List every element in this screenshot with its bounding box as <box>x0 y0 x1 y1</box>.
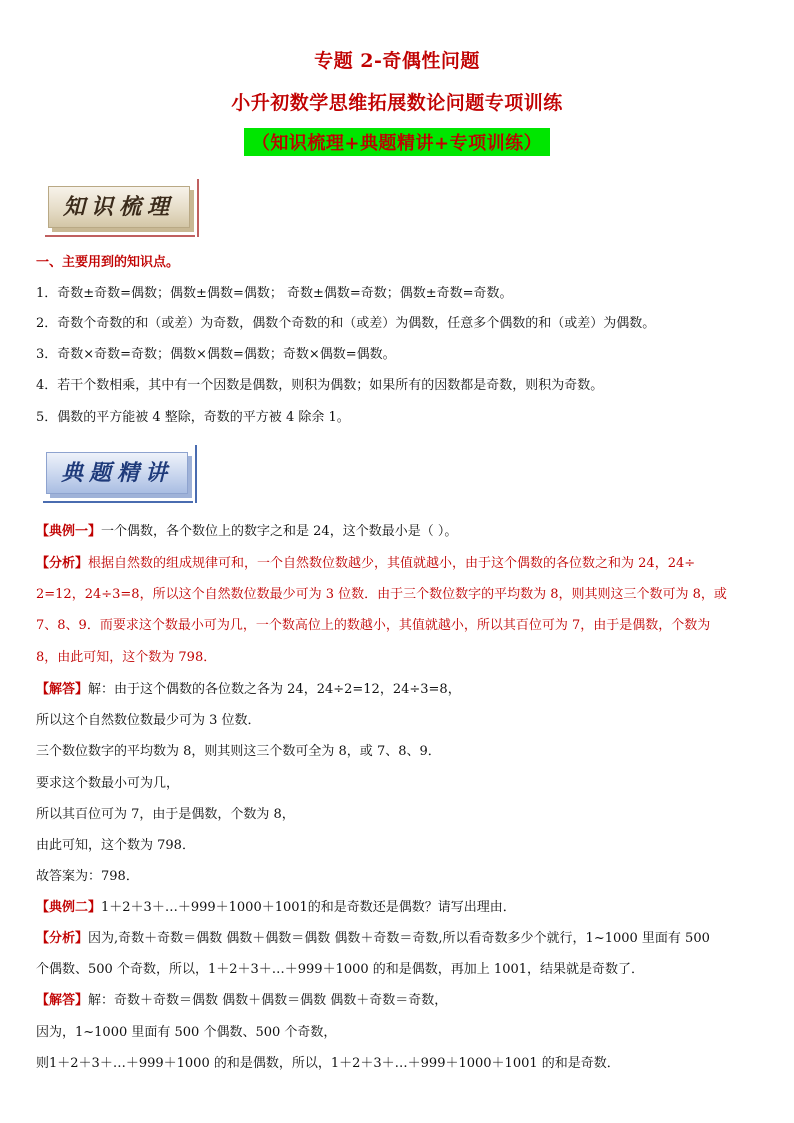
example2-answer-line <box>36 992 760 1010</box>
examples-banner <box>46 452 188 494</box>
page-title: 专题 2-奇偶性问题 <box>314 50 480 72</box>
example1-analysis-text: 2=12，24÷3=8，所以这个自然数位数最少可为 3 位数．由于三个数位数字的平均数为 8，则其则这三个数可为 8，或 <box>36 587 727 602</box>
example1-answer-text: 所以这个自然数位数最少可为 3 位数． <box>36 713 261 728</box>
example2-question: 1＋2＋3＋…＋999＋1000＋1001的和是奇数还是偶数？请写出理由． <box>101 900 516 915</box>
example1-answer-text: 所以其百位可为 7，由于是偶数，个数为 8， <box>36 807 295 822</box>
example2-answer-text: 因为，1~1000 里面有 500 个偶数、500 个奇数， <box>36 1025 337 1040</box>
example1-answer-line <box>36 681 760 699</box>
examples-banner-label: 典题精讲 <box>60 460 173 486</box>
example2-answer-text: 解：奇数＋奇数＝偶数 偶数＋偶数＝偶数 偶数＋奇数＝奇数， <box>88 993 448 1008</box>
example1-tag: 【典例一】 <box>36 524 102 539</box>
knowledge-point: 4．若干个数相乘，其中有一个因数是偶数，则积为偶数；如果所有的因数都是奇数，则积为奇数。 <box>36 378 604 393</box>
example1-analysis-text: 7、8、9．而要求这个数最小可为几，一个数高位上的数越小，其值就越小，所以其百位可为 7，由于是偶数，个数为 <box>36 618 711 633</box>
example2-analysis-tag: 【分析】 <box>36 931 89 946</box>
knowledge-point: 2．奇数个奇数的和（或差）为奇数，偶数个奇数的和（或差）为偶数，任意多个偶数的和（或差）为偶数。 <box>36 316 656 331</box>
example1-answer-tag: 【解答】 <box>36 682 89 697</box>
example1-question: 一个偶数，各个数位上的数字之和是 24，这个数最小是（ ）。 <box>101 524 458 539</box>
example2-analysis-line <box>36 930 760 948</box>
example2-answer-tag: 【解答】 <box>36 993 89 1008</box>
example1-answer-text: 要求这个数最小可为几， <box>36 776 180 791</box>
example2-question-line <box>36 899 760 917</box>
banner-accent-line <box>197 179 199 237</box>
example1-answer-text: 故答案为：798． <box>36 869 139 884</box>
example1-analysis-tag: 【分析】 <box>36 556 89 571</box>
banner-accent-line <box>195 445 197 503</box>
example1-analysis-line <box>36 555 760 573</box>
knowledge-banner-label: 知识梳理 <box>62 194 175 220</box>
example1-analysis-text: 8，由此可知，这个数为 798． <box>36 650 217 665</box>
knowledge-banner <box>48 186 190 228</box>
example1-answer-text: 三个数位数字的平均数为 8，则其则这三个数可全为 8，或 7、8、9． <box>36 744 441 759</box>
tagline-highlight: （知识梳理+典题精讲+专项训练） <box>244 128 550 156</box>
example2-tag: 【典例二】 <box>36 900 102 915</box>
example1-analysis-text: 根据自然数的组成规律可和，一个自然数位数越少，其值就越小，由于这个偶数的各位数之和为 24，24÷ <box>88 556 696 571</box>
knowledge-point: 3．奇数×奇数=奇数；偶数×偶数=偶数；奇数×偶数=偶数。 <box>36 347 396 362</box>
example1-answer-text: 由此可知，这个数为 798． <box>36 838 195 853</box>
banner-accent-line <box>45 235 195 237</box>
example2-analysis-text: 因为,奇数＋奇数＝偶数 偶数＋偶数＝偶数 偶数＋奇数＝奇数,所以看奇数多少个就行，1~1000 里面有 500 <box>88 931 710 946</box>
knowledge-heading: 一、主要用到的知识点。 <box>36 255 180 270</box>
example2-answer-text: 则1＋2＋3＋…＋999＋1000 的和是偶数，所以，1＋2＋3＋…＋999＋1000＋1001 的和是奇数． <box>36 1056 620 1071</box>
banner-accent-line <box>43 501 193 503</box>
example2-analysis-text: 个偶数、500 个奇数，所以，1＋2＋3＋…＋999＋1000 的和是偶数，再加上 1001，结果就是奇数了． <box>36 962 645 977</box>
knowledge-point: 1．奇数±奇数=偶数；偶数±偶数=偶数； 奇数±偶数=奇数；偶数±奇数=奇数。 <box>36 286 513 301</box>
example1-question-line <box>36 523 760 541</box>
knowledge-point: 5．偶数的平方能被 4 整除，奇数的平方被 4 除余 1。 <box>36 410 350 425</box>
tagline-wrap <box>0 128 794 156</box>
page-subtitle: 小升初数学思维拓展数论问题专项训练 <box>231 92 563 114</box>
example1-answer-text: 解：由于这个偶数的各位数之各为 24，24÷2=12，24÷3=8， <box>88 682 461 697</box>
